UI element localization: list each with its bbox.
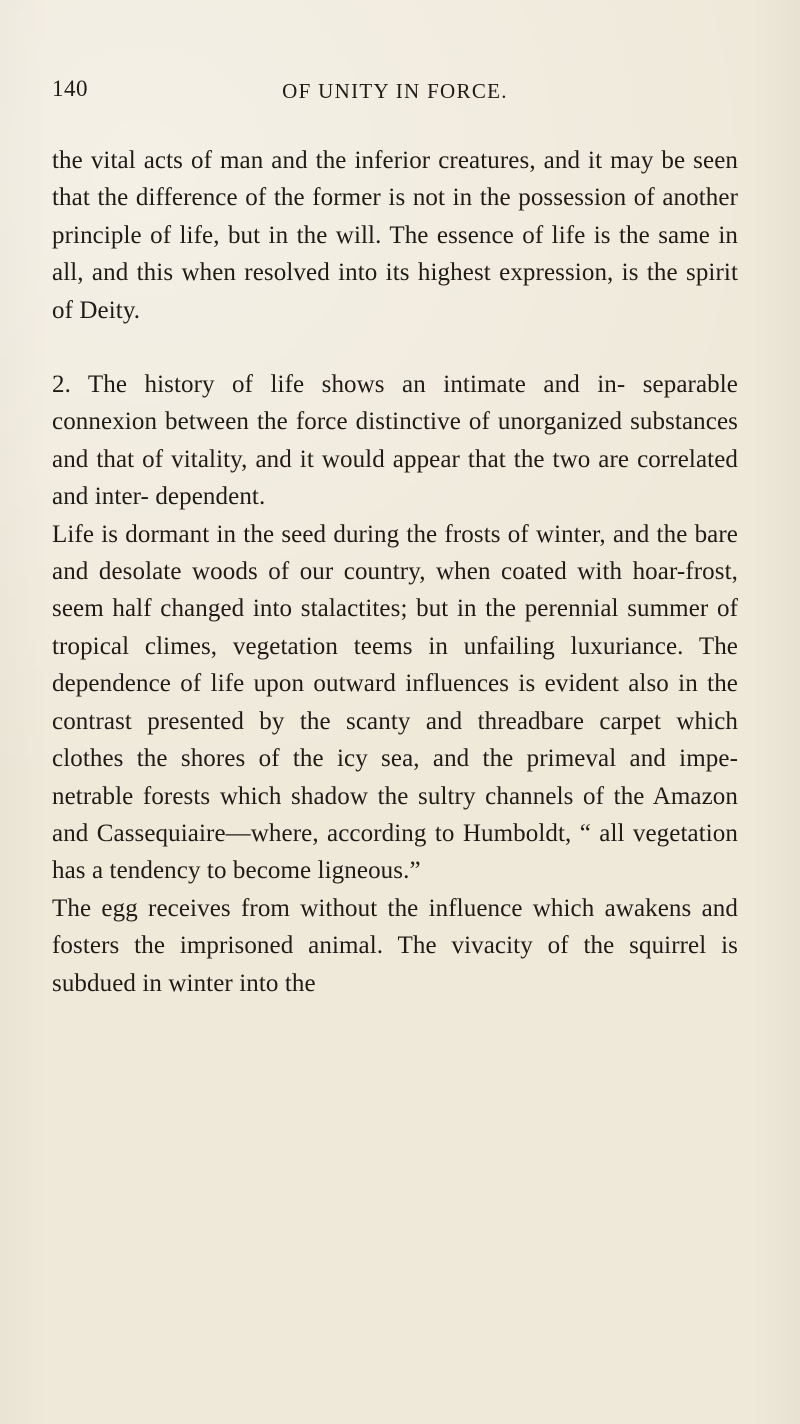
page-header xyxy=(52,76,738,110)
paragraph-egg-influence: The egg receives from without the influence which awakens and fosters the imprisoned animal. The vivacity of the squirrel is subdued in winter into the xyxy=(52,894,738,997)
paragraph-history-of-life: 2. The history of life shows an intimate and in- separable connexion between the force distinctive of unorganized substances and that of vitality, and it would appear that the two are correlated and inter- dependent. xyxy=(52,371,738,511)
body-text xyxy=(52,142,738,1002)
paragraph-life-dormant: Life is dormant in the seed during the frosts of winter, and the bare and desolate woods of our country, when coated with hoar-frost, seem half changed into stalactites; but in the perennial summer of tropical climes, vegetation teems in unfailing luxuriance. The dependence of life upon outward influences is evident also in the contrast presented by the scanty and threadbare carpet which clothes the shores of the icy sea, and the primeval and impe- netrable forests which shadow the sultry channels of the Amazon and Cassequiaire—where, according to Humboldt, “ all vegetation has a tendency to become ligneous.” xyxy=(52,520,738,885)
paragraph-gap xyxy=(52,329,738,366)
paragraph-continuation: the vital acts of man and the inferior creatures, and it may be seen that the difference of the former is not in the possession of another principle of life, but in the will. The essence of life is the same in all, and this when resolved into its highest expression, is the spirit of Deity. xyxy=(52,147,738,324)
page-number: 140 xyxy=(52,76,88,101)
running-head: OF UNITY IN FORCE. xyxy=(282,79,508,103)
